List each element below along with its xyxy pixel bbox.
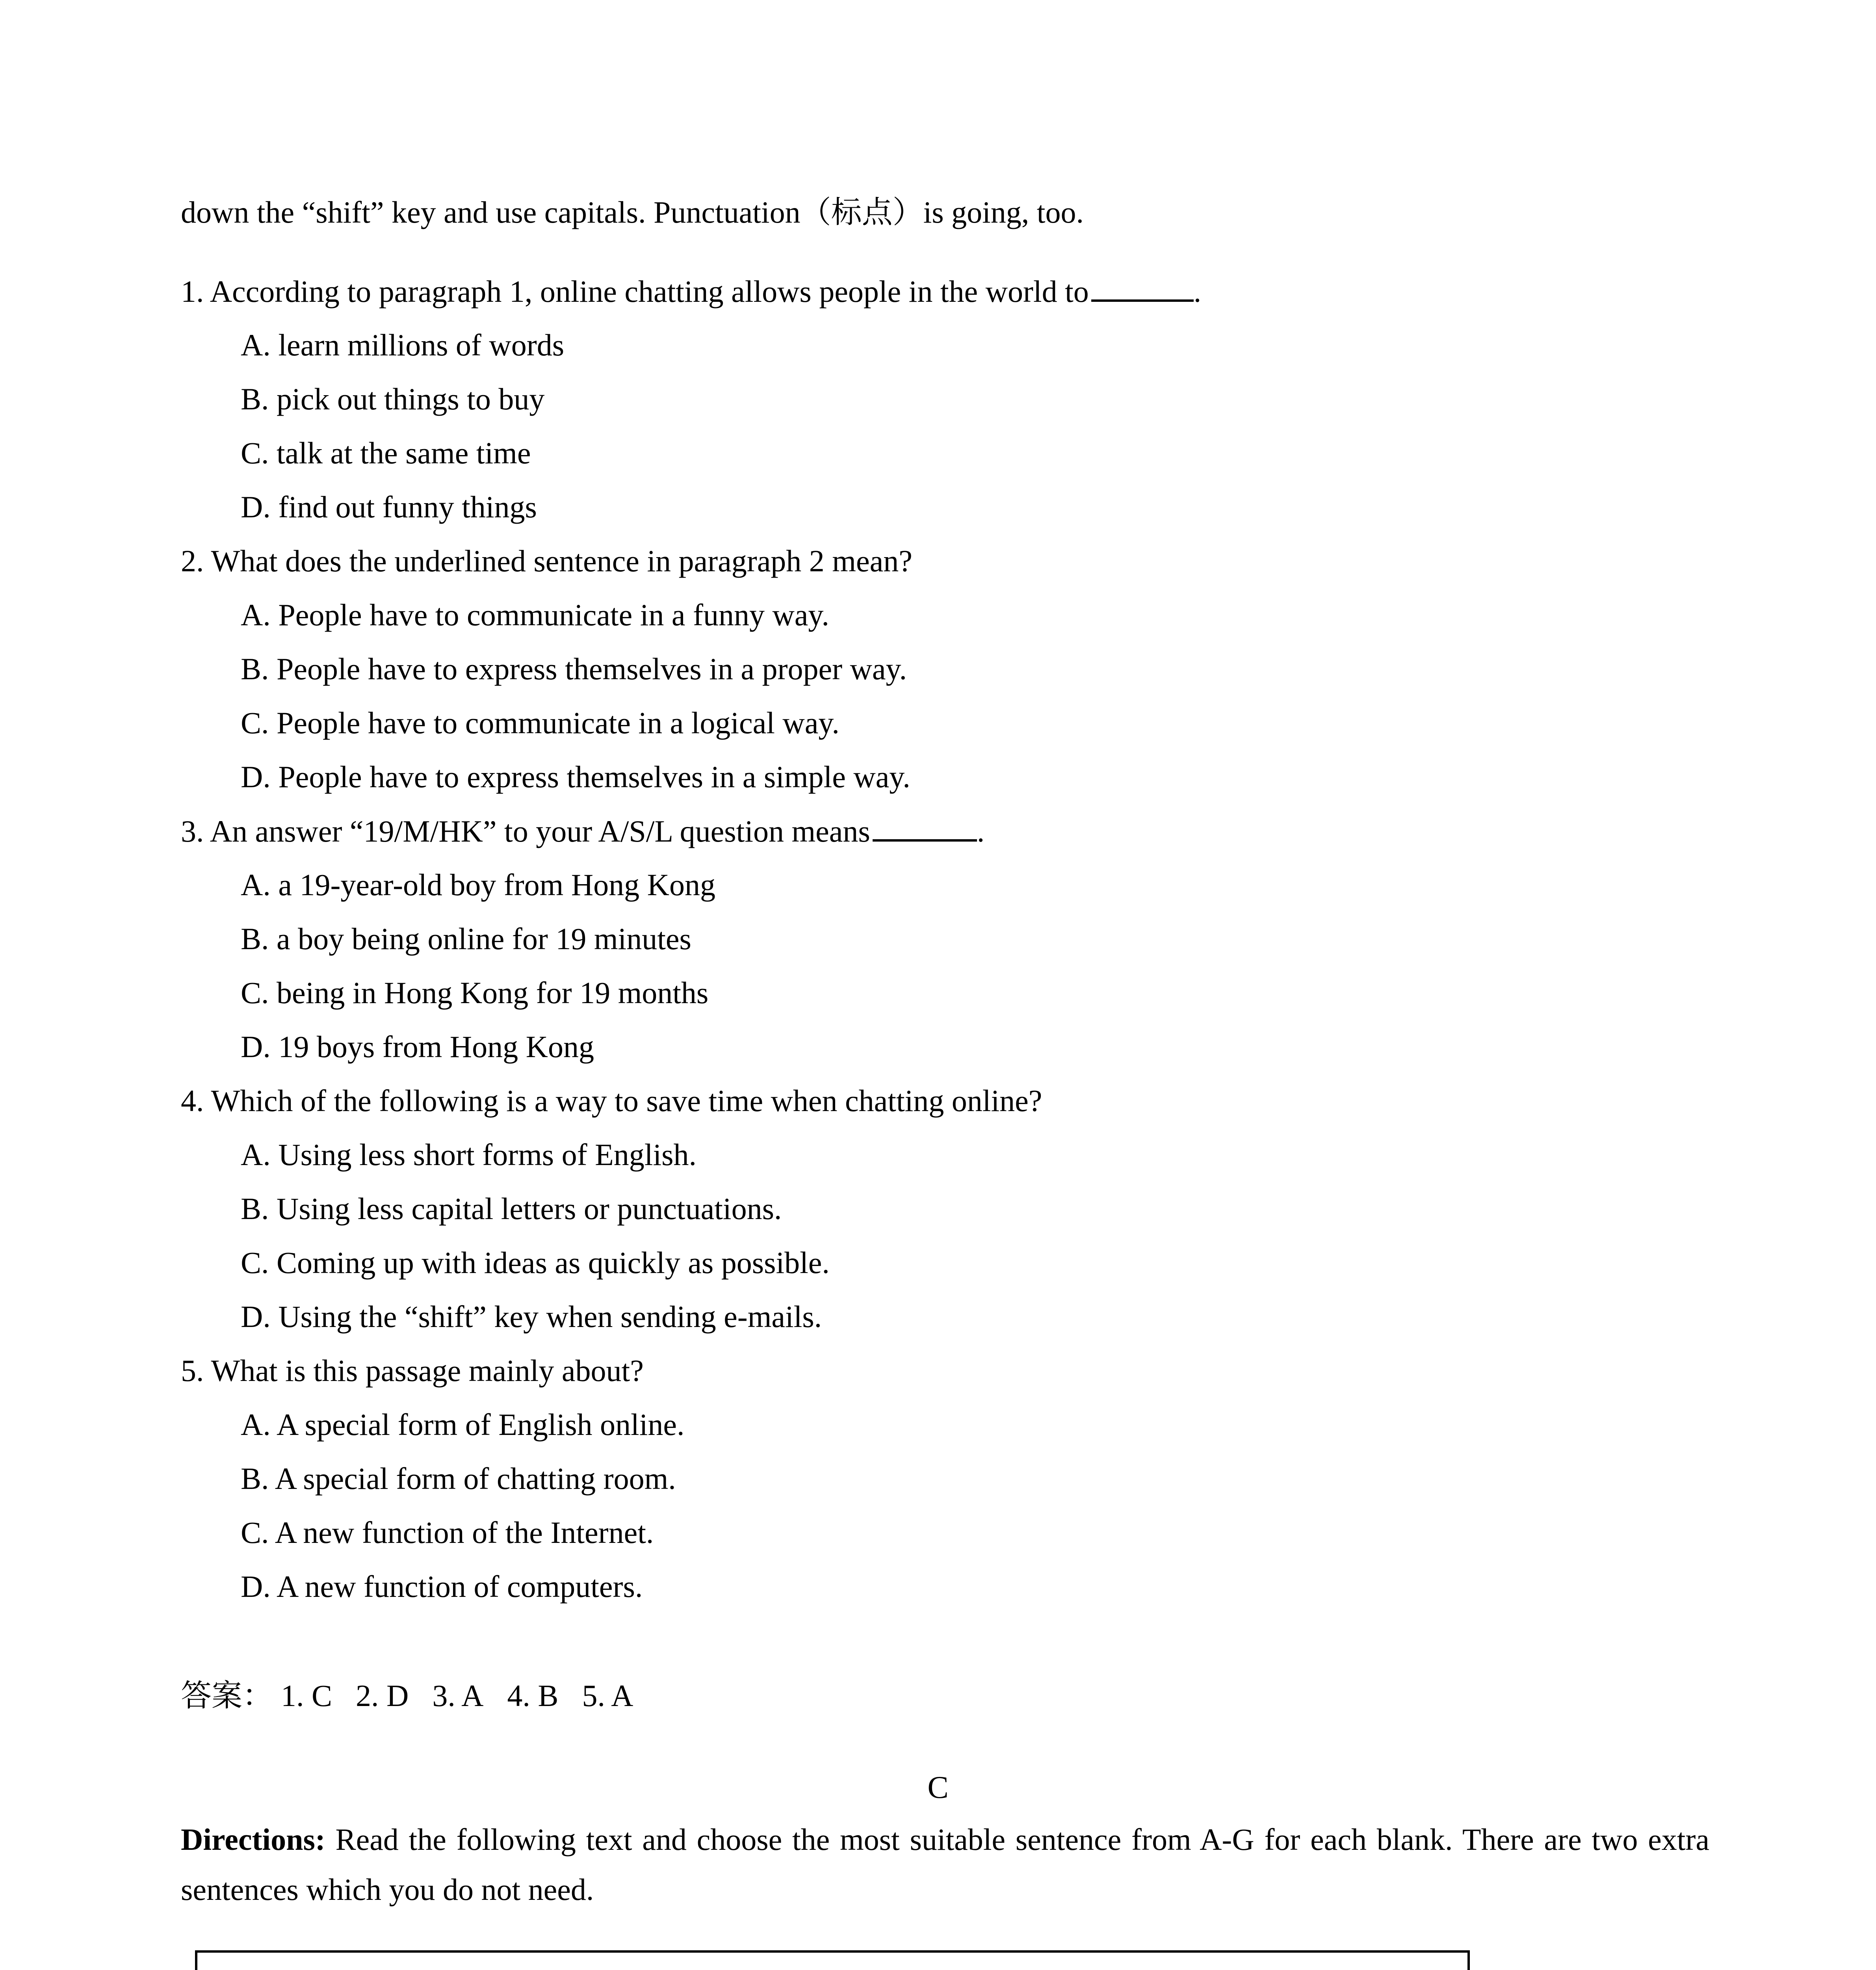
directions-text: Read the following text and choose the most suitable sentence from A-G for each blank. There are two extra sentences which you do not need. [181,1822,1709,1907]
question-5-option-d: D. A new function of computers. [241,1569,643,1604]
sentence-options-box [195,1950,1470,1970]
answer-3: 3. A [432,1678,484,1713]
question-1-option-a: A. learn millions of words [241,328,565,362]
question-2-option-d: D. People have to express themselves in a simple way. [241,760,910,794]
question-3-option-a: A. a 19-year-old boy from Hong Kong [241,868,716,902]
answer-key [181,1680,657,1711]
question-3-option-c: C. being in Hong Kong for 19 months [241,976,709,1010]
question-4-option-d: D. Using the “shift” key when sending e-mails. [241,1299,822,1334]
question-3-option-d: D. 19 boys from Hong Kong [241,1030,594,1064]
passage-continuation: down the “shift” key and use capitals. Punctuation（标点）is going, too. [181,195,1084,229]
question-4-option-c: C. Coming up with ideas as quickly as possible. [241,1245,830,1280]
question-4-option-b: B. Using less capital letters or punctuations. [241,1191,782,1226]
question-5-option-b: B. A special form of chatting room. [241,1461,676,1496]
question-4-option-a: A. Using less short forms of English. [241,1137,697,1172]
answer-blank [873,816,977,842]
question-5-option-c: C. A new function of the Internet. [241,1515,654,1550]
answer-blank [1091,276,1194,302]
question-3-option-b: B. a boy being online for 19 minutes [241,922,691,956]
question-5-stem: 5. What is this passage mainly about? [181,1353,644,1388]
section-heading: C [927,1770,949,1805]
question-2-option-c: C. People have to communicate in a logical way. [241,706,840,740]
answer-key-label: 答案： [181,1678,273,1713]
question-3-stem: 3. An answer “19/M/HK” to your A/S/L question means . [181,814,985,848]
question-1-option-c: C. talk at the same time [241,436,531,470]
answer-2: 2. D [356,1678,409,1713]
question-5-option-a: A. A special form of English online. [241,1407,685,1442]
question-stem-text: 3. An answer “19/M/HK” to your A/S/L question means [181,814,870,848]
question-1-stem: 1. According to paragraph 1, online chatting allows people in the world to . [181,274,1202,309]
answer-5: 5. A [582,1678,633,1713]
question-2-option-a: A. People have to communicate in a funny way. [241,598,829,632]
question-2-stem: 2. What does the underlined sentence in paragraph 2 mean? [181,544,912,578]
directions-label: Directions: [181,1822,325,1857]
section-directions [181,1814,1709,1914]
answer-4: 4. B [507,1678,559,1713]
question-1-option-b: B. pick out things to buy [241,382,545,416]
question-2-option-b: B. People have to express themselves in a proper way. [241,652,907,686]
answer-1: 1. C [281,1678,332,1713]
question-stem-text: 1. According to paragraph 1, online chatting allows people in the world to [181,274,1089,309]
question-4-stem: 4. Which of the following is a way to save time when chatting online? [181,1084,1042,1118]
question-1-option-d: D. find out funny things [241,490,537,524]
